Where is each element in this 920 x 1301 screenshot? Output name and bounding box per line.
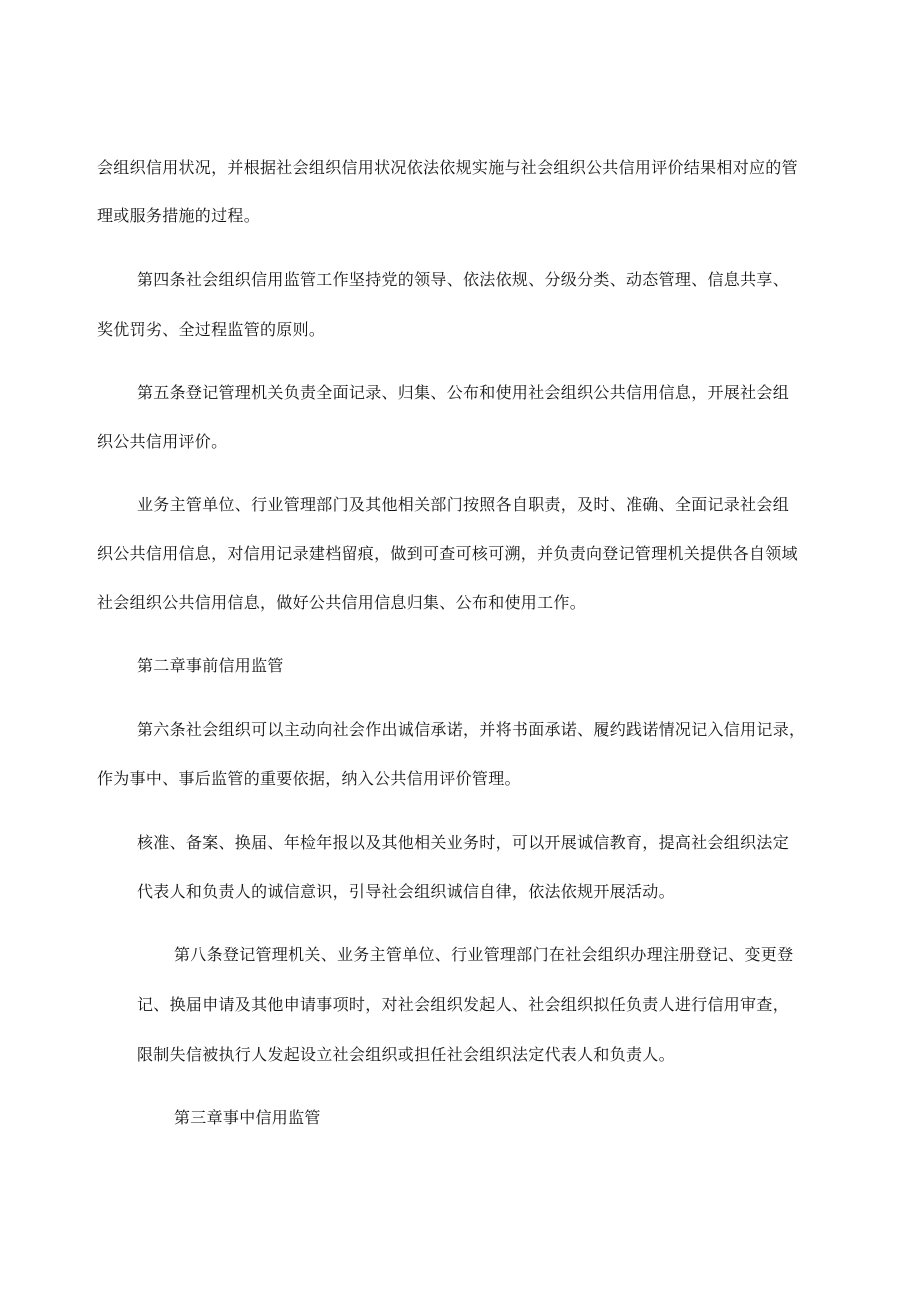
article-6-line-1: 第六条社会组织可以主动向社会作出诚信承诺，并将书面承诺、履约践诺情况记入信用记录， [137,720,806,739]
paragraph-departments-line-3: 社会组织公共信用信息，做好公共信用信息归集、公布和使用工作。 [97,593,587,612]
paragraph-1-line-2: 理或服务措施的过程。 [97,206,261,225]
paragraph-1-line-1: 会组织信用状况，并根据社会组织信用状况依法依规实施与社会组织公共信用评价结果相对应的管 [97,158,798,177]
article-8-line-3: 限制失信被执行人发起设立社会组织或担任社会组织法定代表人和负责人。 [137,1045,675,1064]
paragraph-departments-line-1: 业务主管单位、行业管理部门及其他相关部门按照各自职责，及时、准确、全面记录社会组 [137,495,790,514]
article-6-line-2: 作为事中、事后监管的重要依据，纳入公共信用评价管理。 [97,769,521,788]
chapter-2-heading: 第二章事前信用监管 [137,656,284,675]
article-5-line-1: 第五条登记管理机关负责全面记录、归集、公布和使用社会组织公共信用信息，开展社会组 [137,383,790,402]
article-4-line-2: 奖优罚劣、全过程监管的原则。 [97,320,326,339]
paragraph-departments-line-2: 织公共信用信息，对信用记录建档留痕，做到可查可核可溯，并负责向登记管理机关提供各自领域 [97,544,798,563]
article-4-line-1: 第四条社会组织信用监管工作坚持党的领导、依法依规、分级分类、动态管理、信息共享、 [137,270,790,289]
article-5-line-2: 织公共信用评价。 [97,432,228,451]
article-8-line-1: 第八条登记管理机关、业务主管单位、行业管理部门在社会组织办理注册登记、变更登 [174,945,794,964]
paragraph-integrity-line-2: 代表人和负责人的诚信意识，引导社会组织诚信自律，依法依规开展活动。 [137,882,675,901]
paragraph-integrity-line-1: 核准、备案、换届、年检年报以及其他相关业务时，可以开展诚信教育，提高社会组织法定 [137,833,790,852]
chapter-3-heading: 第三章事中信用监管 [174,1108,321,1127]
article-8-line-2: 记、换届申请及其他申请事项时，对社会组织发起人、社会组织拟任负责人进行信用审查， [137,995,790,1014]
